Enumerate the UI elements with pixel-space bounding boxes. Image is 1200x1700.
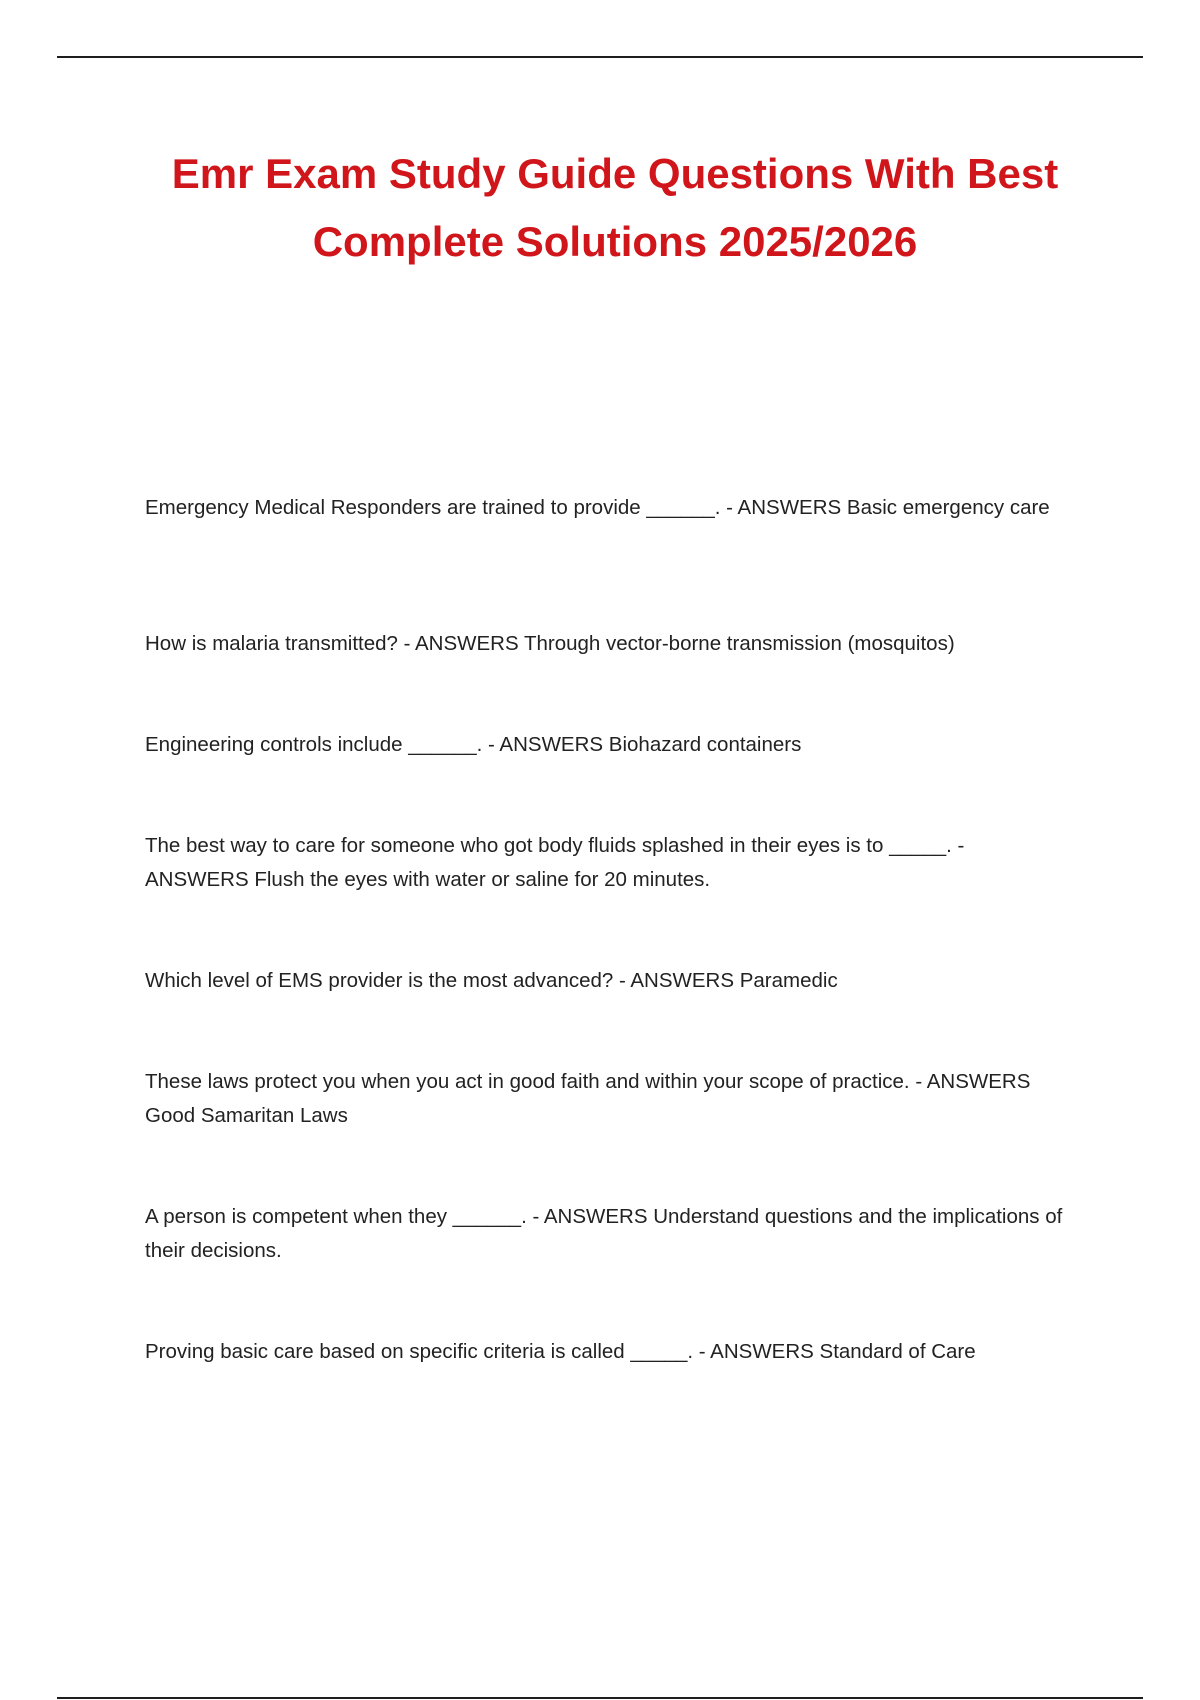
qa-item-7: A person is competent when they ______. - ANSWERS Understand questions and the implications of their decisions.	[145, 1205, 1063, 1262]
bottom-rule	[57, 1697, 1143, 1699]
qa-item-4: The best way to care for someone who got body fluids splashed in their eyes is to _____. - ANSWERS Flush the eyes with water or saline for 20 minutes.	[145, 834, 965, 891]
qa-item-6: These laws protect you when you act in good faith and within your scope of practice. - ANSWERS Good Samaritan Laws	[145, 1070, 1031, 1127]
qa-item-2: How is malaria transmitted? - ANSWERS Through vector-borne transmission (mosquitos)	[145, 632, 955, 655]
qa-item-1: Emergency Medical Responders are trained to provide ______. - ANSWERS Basic emergency care	[145, 496, 1050, 519]
qa-item-5: Which level of EMS provider is the most advanced? - ANSWERS Paramedic	[145, 969, 838, 992]
document-title: Emr Exam Study Guide Questions With Best Complete Solutions 2025/2026	[171, 150, 1059, 265]
qa-item-8: Proving basic care based on specific criteria is called _____. - ANSWERS Standard of Care	[145, 1340, 976, 1363]
qa-item-3: Engineering controls include ______. - ANSWERS Biohazard containers	[145, 733, 802, 756]
